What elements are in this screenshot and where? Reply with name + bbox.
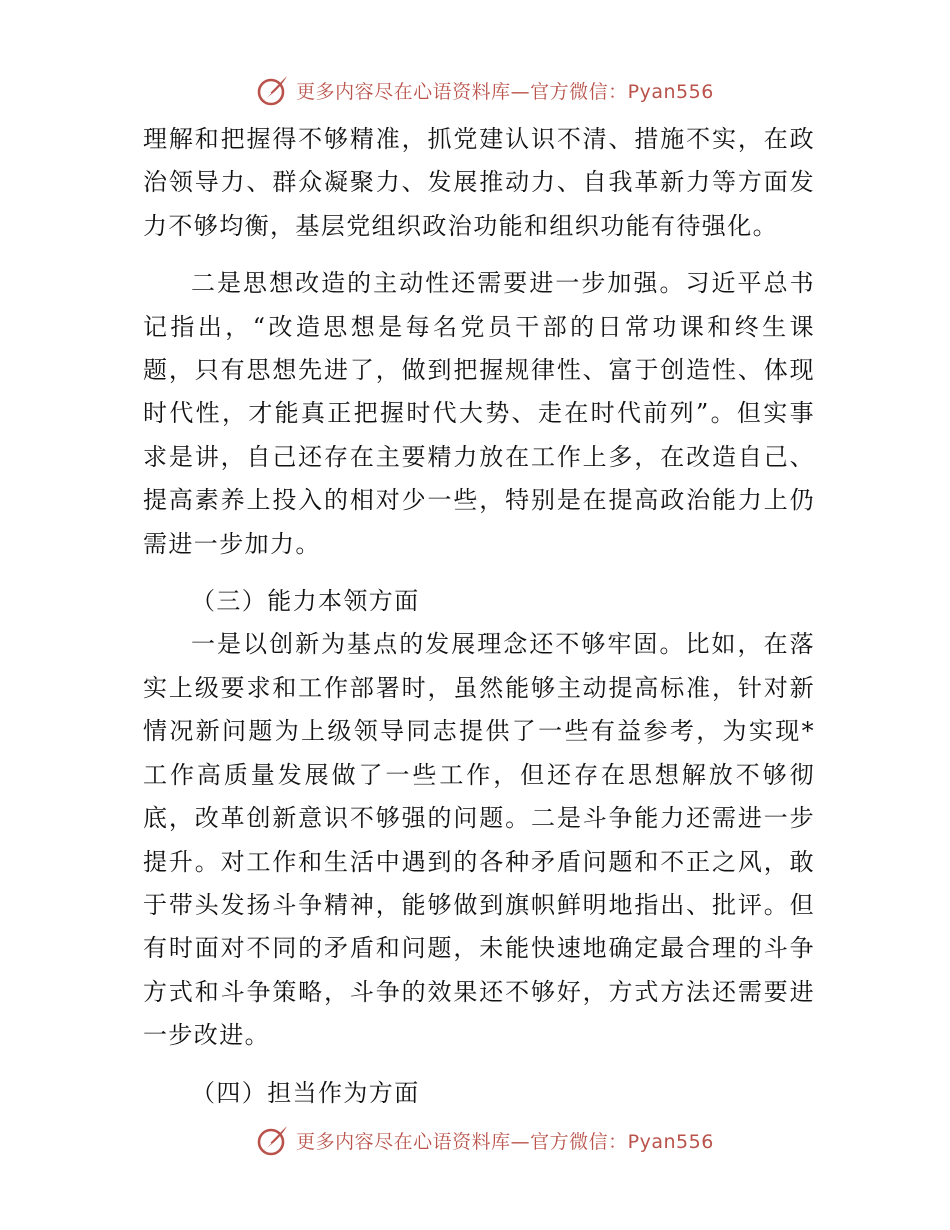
header-watermark-text: 更多内容尽在心语资料库—官方微信：Pyan556 <box>296 80 714 103</box>
paragraph-continuation: 理解和把握得不够精准，抓党建认识不清、措施不实，在政治领导力、群众凝聚力、发展推动力、自我革新力等方面发力不够均衡，基层党组织政治功能和组织功能有待强化。 <box>143 125 815 240</box>
header-watermark-inner <box>256 73 714 107</box>
paragraph-thought-reform: 二是思想改造的主动性还需要进一步加强。习近平总书记指出，“改造思想是每名党员干部的日常功课和终生课题，只有思想先进了，做到把握规律性、富于创造性、体现时代性，才能真正把握时代大势、走在时代前列”。但实事求是讲，自己还存在主要精力放在工作上多，在改造自己、提高素养上投入的相对少一些，特别是在提高政治能力上仍需进一步加力。 <box>143 269 815 558</box>
quill-logo-icon <box>256 1123 290 1157</box>
section-heading-capability: （三）能力本领方面 <box>191 587 420 616</box>
footer-watermark-text: 更多内容尽在心语资料库—官方微信：Pyan556 <box>296 1130 714 1153</box>
paragraph-capability: 一是以创新为基点的发展理念还不够牢固。比如，在落实上级要求和工作部署时，虽然能够主动提高标准，针对新情况新问题为上级领导同志提供了一些有益参考，为实现*工作高质量发展做了一些工作，但还存在思想解放不够彻底，改革创新意识不够强的问题。二是斗争能力还需进一步提升。对工作和生活中遇到的各种矛盾问题和不正之风，敢于带头发扬斗争精神，能够做到旗帜鲜明地指出、批评。但有时面对不同的矛盾和问题，未能快速地确定最合理的斗争方式和斗争策略，斗争的效果还不够好，方式方法还需要进一步改进。 <box>143 630 815 1050</box>
header-watermark <box>0 70 950 110</box>
quill-logo-icon <box>256 73 290 107</box>
section-heading-responsibility: （四）担当作为方面 <box>191 1078 420 1107</box>
footer-watermark <box>0 1120 950 1160</box>
document-body <box>143 118 815 1115</box>
footer-watermark-inner <box>256 1123 714 1157</box>
